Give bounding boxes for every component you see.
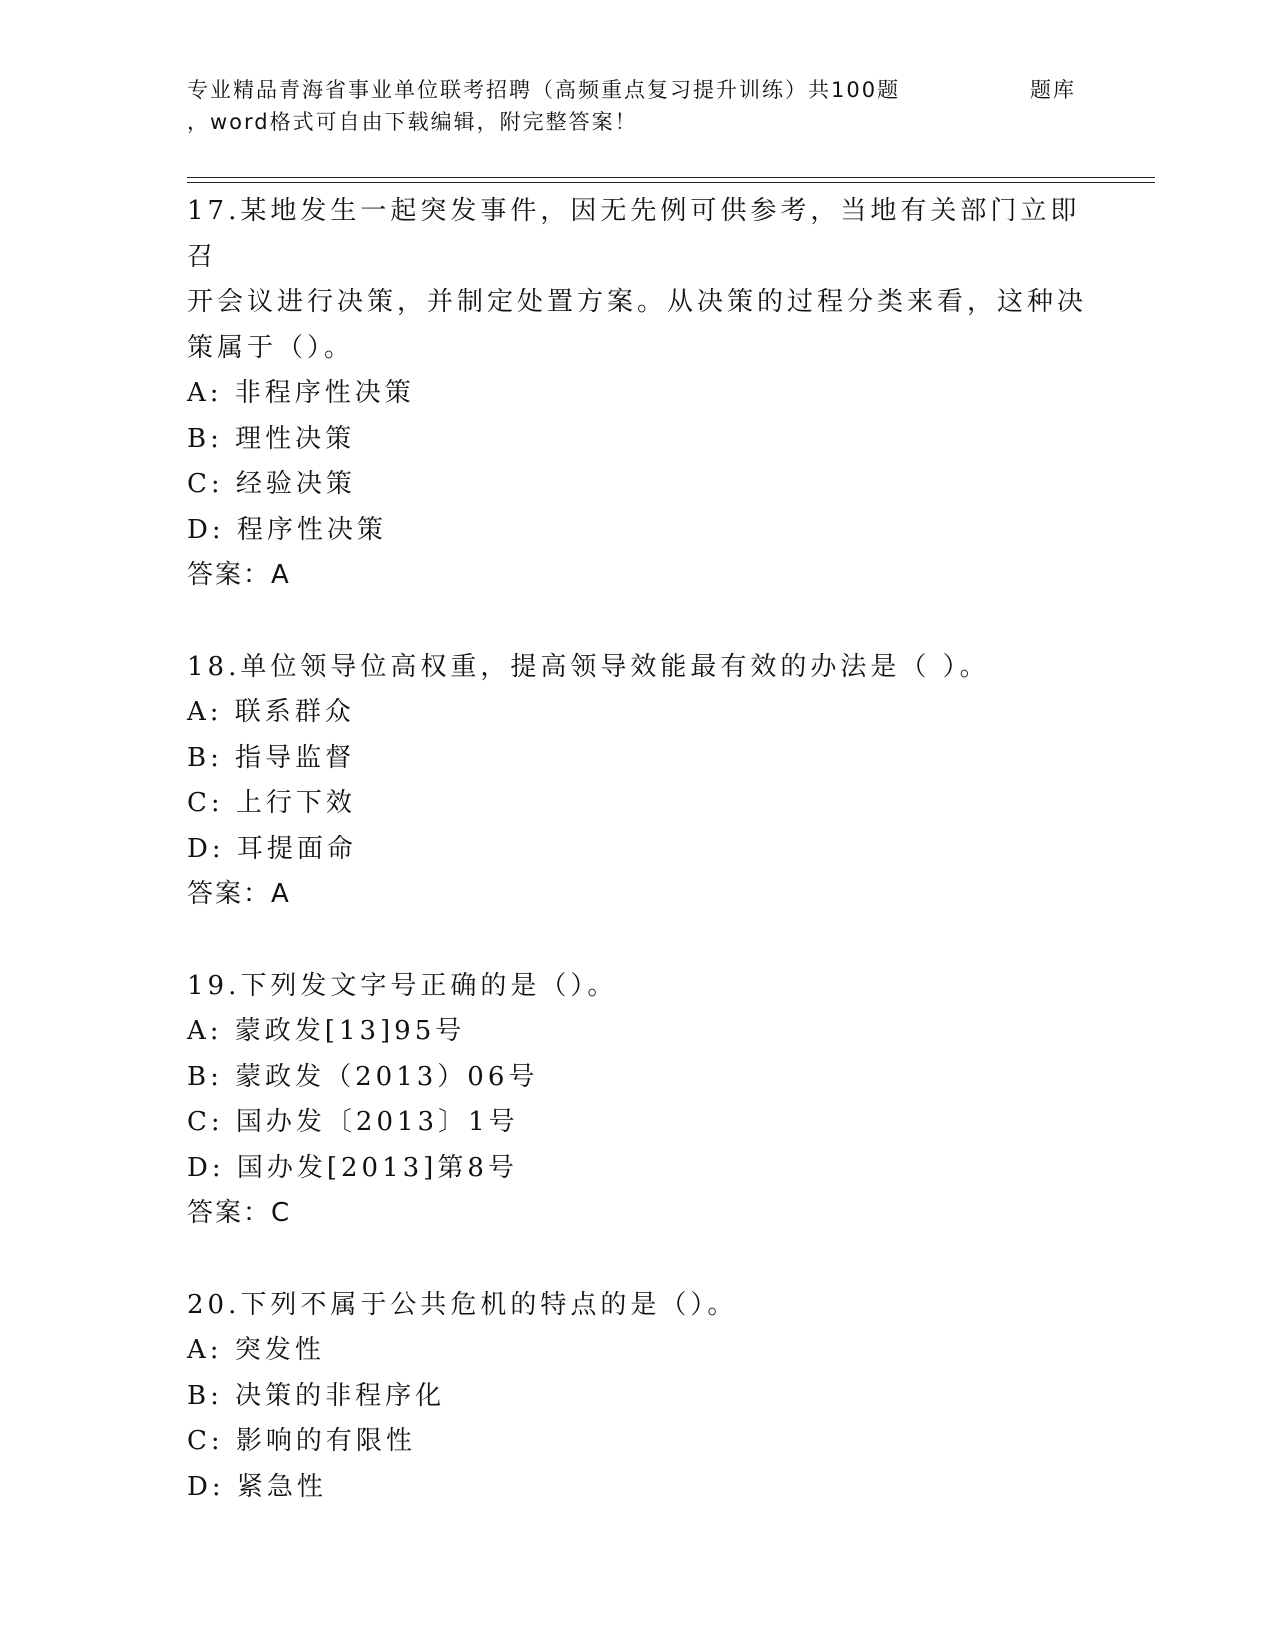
- option-a: A: 联系群众: [187, 697, 355, 727]
- header-title: 专业精品青海省事业单位联考招聘（高频重点复习提升训练）共100题: [187, 78, 901, 102]
- question-18: [187, 645, 1087, 918]
- option-a: A: 蒙政发[13]95号: [187, 1016, 466, 1046]
- option-b: B: 理性决策: [187, 423, 356, 454]
- option-a: A: 突发性: [187, 1335, 325, 1365]
- spacer: [187, 599, 1087, 645]
- answer-line: 答案：C: [187, 1198, 292, 1228]
- question-19: [187, 964, 1087, 1237]
- question-20: [187, 1283, 1087, 1511]
- answer-line: 答案：A: [187, 560, 291, 590]
- option-d: D: 耳提面命: [187, 833, 357, 864]
- question-stem-line: 18.单位领导位高权重，提高领导效能最有效的办法是（ ）。: [187, 651, 990, 682]
- header-divider-bottom: [187, 182, 1155, 183]
- question-stem-line: 策属于（）。: [187, 332, 355, 363]
- option-c: C: 上行下效: [187, 788, 356, 818]
- question-17: [187, 189, 1087, 599]
- question-stem-line: 19.下列发文字号正确的是（）。: [187, 970, 618, 1001]
- header-divider-top: [187, 177, 1155, 178]
- option-c: C: 影响的有限性: [187, 1426, 416, 1456]
- option-d: D: 程序性决策: [187, 514, 387, 545]
- header-subtitle: ，word格式可自由下载编辑，附完整答案！: [187, 110, 638, 134]
- option-b: B: 蒙政发（2013）06号: [187, 1061, 539, 1092]
- question-stem-line: 17.某地发生一起突发事件，因无先例可供参考，当地有关部门立即召: [187, 196, 1081, 272]
- option-d: D: 紧急性: [187, 1471, 327, 1502]
- option-b: B: 决策的非程序化: [187, 1380, 446, 1411]
- document-header: [187, 74, 1087, 138]
- option-d: D: 国办发[2013]第8号: [187, 1152, 518, 1183]
- question-list: [187, 189, 1087, 1510]
- option-a: A: 非程序性决策: [187, 378, 415, 408]
- question-stem-line: 20.下列不属于公共危机的特点的是（）。: [187, 1289, 738, 1320]
- header-right-label: 题库: [1030, 78, 1076, 102]
- option-c: C: 国办发〔2013〕1号: [187, 1107, 519, 1137]
- spacer: [187, 1237, 1087, 1283]
- spacer: [187, 918, 1087, 964]
- question-stem-line: 开会议进行决策，并制定处置方案。从决策的过程分类来看，这种决: [187, 287, 1088, 317]
- option-b: B: 指导监督: [187, 742, 356, 773]
- header-row: [187, 74, 1087, 106]
- option-c: C: 经验决策: [187, 469, 356, 499]
- answer-line: 答案：A: [187, 879, 291, 909]
